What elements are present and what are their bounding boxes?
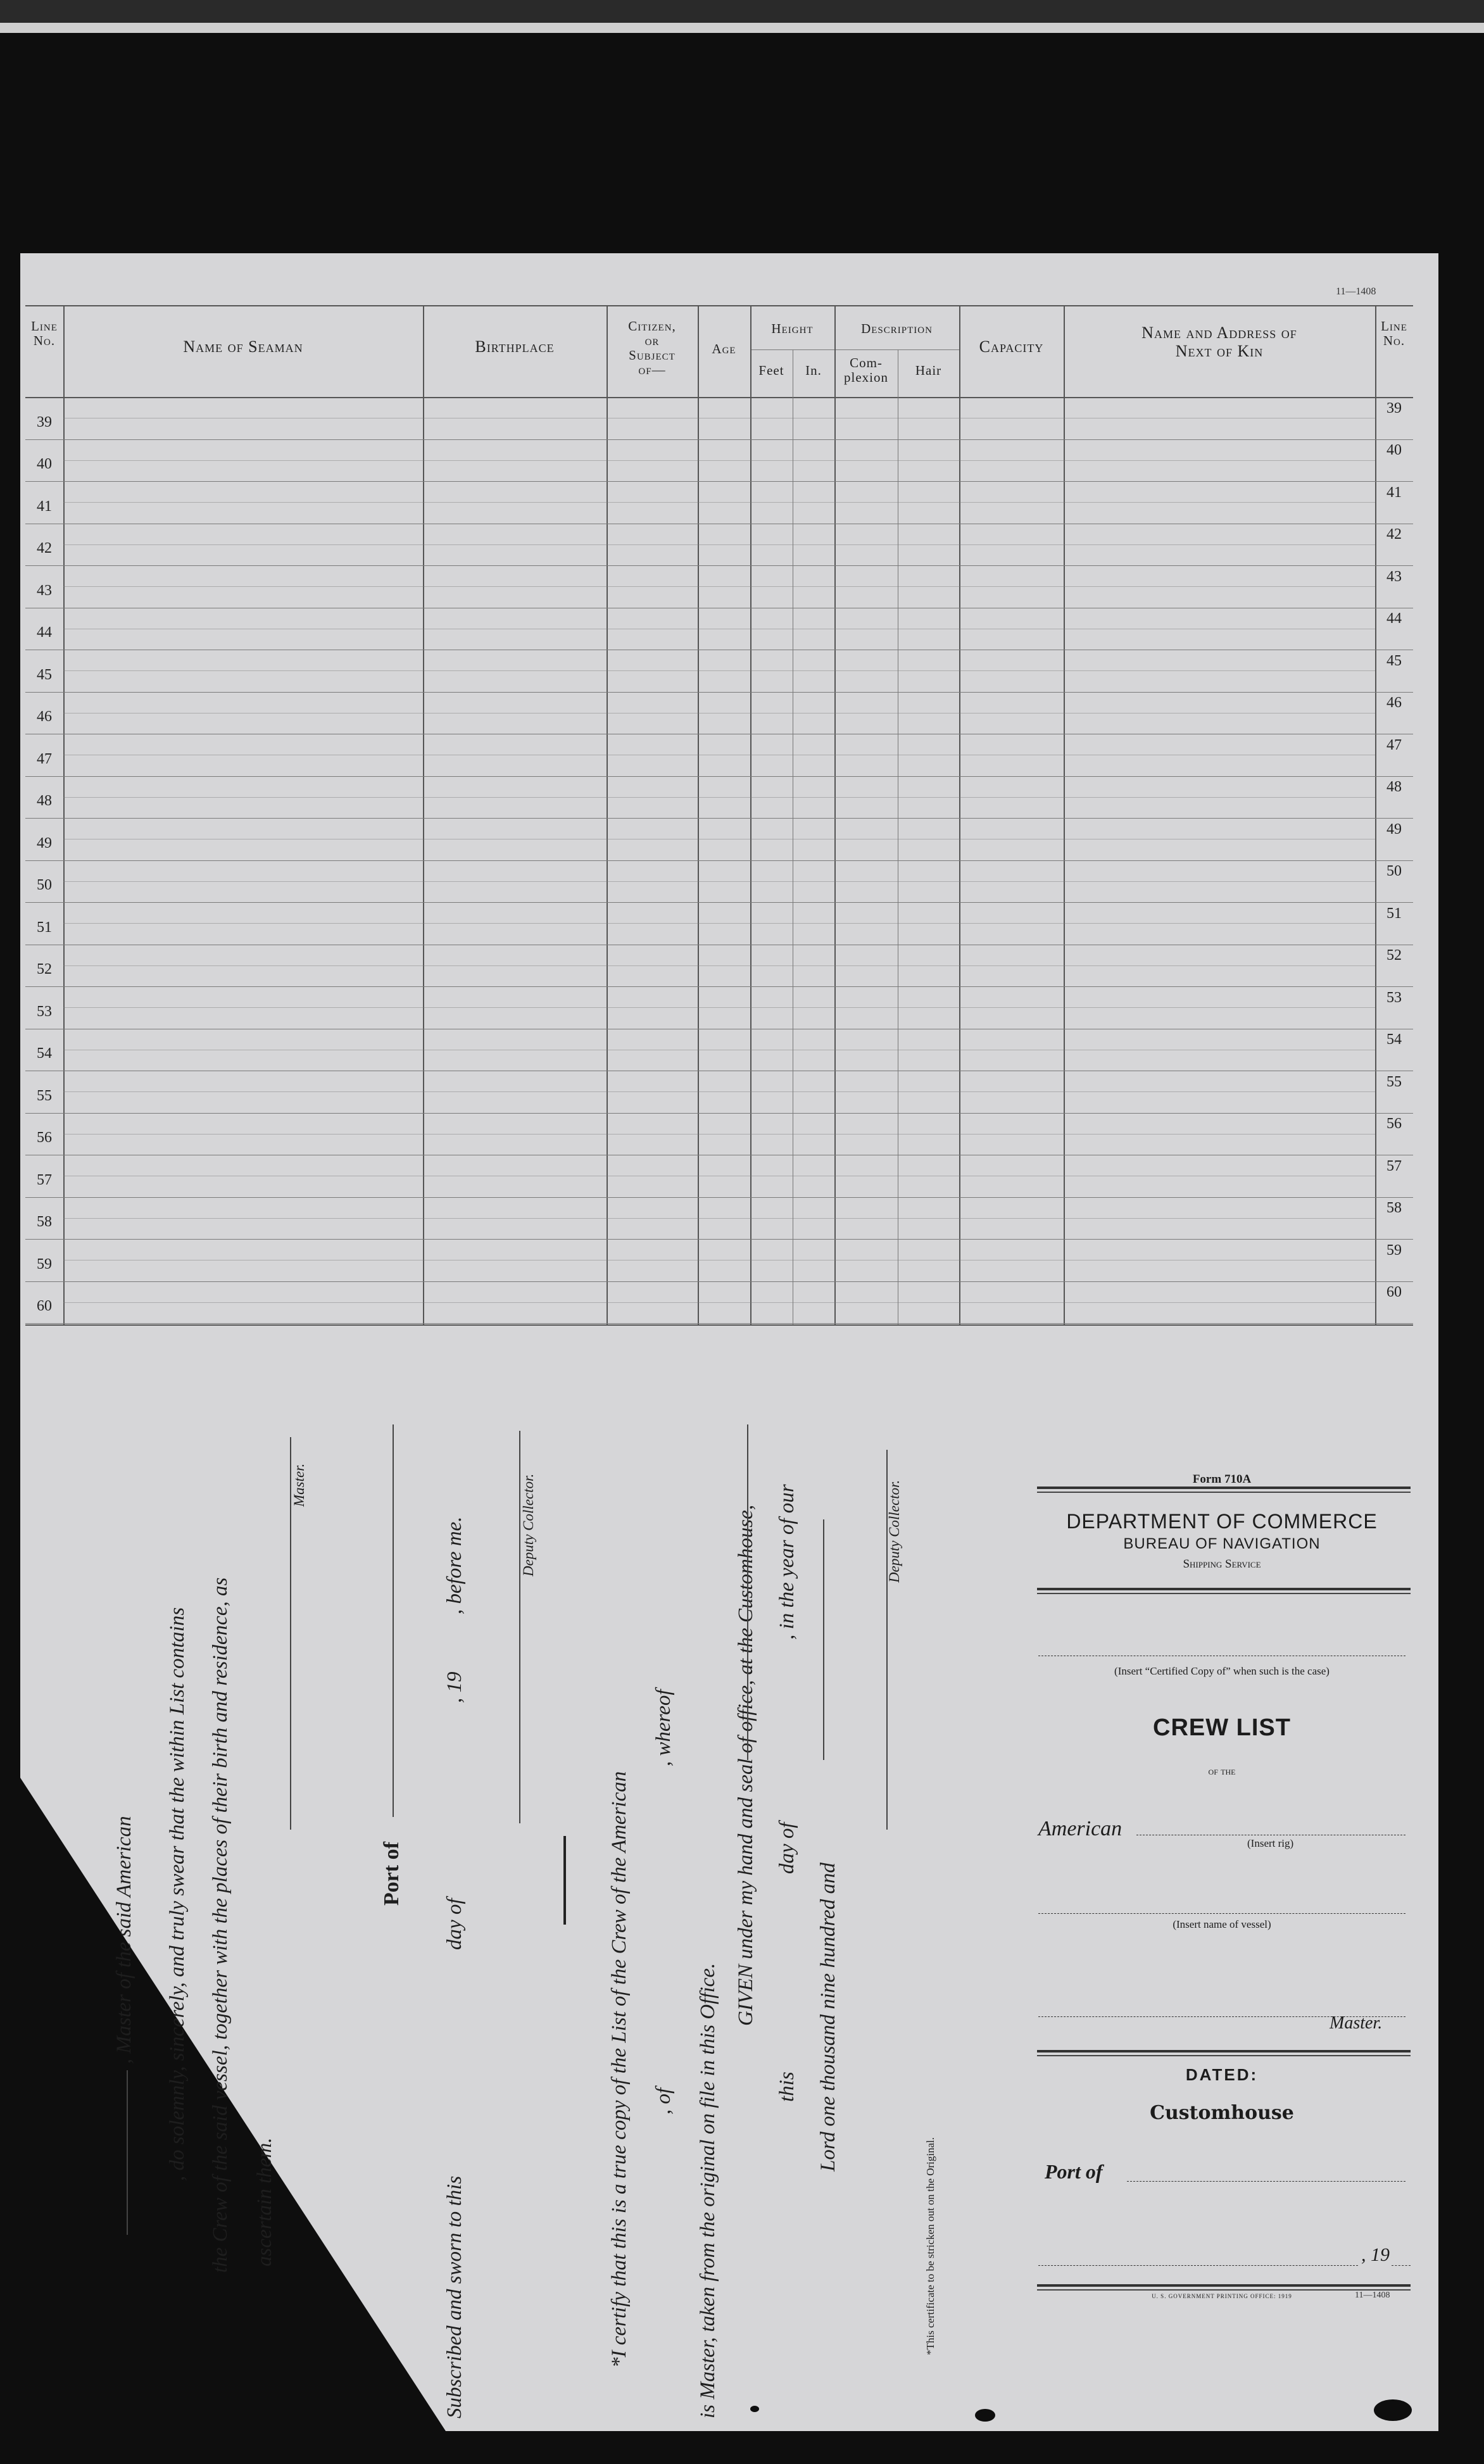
header-next-of-kin: Name and Address of Next of Kin <box>1141 324 1297 360</box>
line-number-right: 43 <box>1387 568 1402 585</box>
line-number-right: 53 <box>1387 989 1402 1006</box>
line-number-left: 56 <box>37 1129 52 1146</box>
form-label: Form 710A <box>1192 1473 1252 1486</box>
printing-office: U. S. GOVERNMENT PRINTING OFFICE: 1919 <box>1152 2293 1292 2299</box>
of-the-label: of the <box>1208 1765 1236 1777</box>
port-fill-line <box>393 1424 394 1817</box>
header-line-no-left: Line No. <box>31 318 58 349</box>
line-number-right: 50 <box>1387 863 1402 879</box>
form-number-top: 11—1408 <box>1336 286 1376 297</box>
row-half-divider <box>63 965 1375 966</box>
height-description-divider <box>750 349 959 350</box>
line-number-left: 57 <box>37 1171 52 1188</box>
cert-line-4: GIVEN under my hand and seal of office, at the Customhouse, <box>734 1504 757 2026</box>
line-number-right: 46 <box>1387 695 1402 711</box>
row-half-divider <box>63 881 1375 882</box>
dated-label: DATED: <box>1185 2065 1259 2084</box>
col-line <box>423 305 424 1324</box>
cover-rule <box>1037 1487 1411 1489</box>
header-line-no-right: Line No. <box>1381 318 1407 349</box>
line-number-right: 41 <box>1387 484 1402 501</box>
line-number-right: 39 <box>1387 399 1402 417</box>
crew-list-title: CREW LIST <box>1153 1714 1291 1741</box>
row-divider <box>25 565 1413 566</box>
cert-this: this <box>776 2071 798 2102</box>
row-half-divider <box>63 923 1375 924</box>
line-number-left: 59 <box>37 1255 52 1273</box>
bureau-title: BUREAU OF NAVIGATION <box>1123 1535 1321 1552</box>
department-title: DEPARTMENT OF COMMERCE <box>1066 1510 1378 1533</box>
crew-table <box>25 305 1413 1324</box>
line-number-right: 42 <box>1387 526 1402 543</box>
port-line <box>1127 2181 1405 2182</box>
col-line <box>834 305 836 1324</box>
row-half-divider <box>63 502 1375 503</box>
oath-nineteen: , 19 <box>443 1671 466 1703</box>
shipping-service: Shipping Service <box>1183 1557 1261 1571</box>
oath-line-1: , Master of the said American <box>113 1816 135 2064</box>
ink-blot <box>750 2406 759 2412</box>
oath-day-of: day of <box>443 1898 466 1950</box>
cert-footnote: *This certificate to be stricken out on the Original. <box>924 2137 936 2355</box>
fill-line <box>127 2070 128 2235</box>
line-number-right: 57 <box>1387 1157 1402 1174</box>
header-hair: Hair <box>915 363 942 378</box>
header-bottom-border <box>25 397 1413 398</box>
col-line <box>959 305 960 1324</box>
row-divider <box>25 481 1413 482</box>
line-number-left: 52 <box>37 961 52 977</box>
row-divider <box>25 1113 1413 1114</box>
ink-blot <box>1374 2399 1412 2421</box>
insert-vessel-note: (Insert name of vessel) <box>1173 1918 1271 1930</box>
line-number-left: 47 <box>37 750 52 767</box>
line-number-right: 59 <box>1387 1241 1402 1259</box>
line-number-right: 60 <box>1387 1284 1402 1300</box>
date-line <box>1038 2265 1358 2266</box>
cert-line-3: is Master, taken from the original on file in this Office. <box>696 1963 719 2418</box>
col-line <box>63 305 65 1324</box>
line-number-right: 47 <box>1387 736 1402 753</box>
row-divider <box>25 818 1413 819</box>
cert-of: , of <box>652 2087 675 2115</box>
oath-master-label: Master. <box>291 1463 307 1507</box>
year-line <box>1392 2265 1411 2266</box>
cert-lord: Lord one thousand nine hundred and <box>817 1863 839 2172</box>
line-number-right: 58 <box>1387 1200 1402 1216</box>
line-number-right: 45 <box>1387 652 1402 669</box>
row-divider <box>25 902 1413 903</box>
row-divider <box>25 986 1413 987</box>
line-number-right: 56 <box>1387 1116 1402 1132</box>
line-number-left: 60 <box>37 1298 52 1314</box>
line-number-right: 49 <box>1387 820 1402 838</box>
cert-line-1: *I certify that this is a true copy of the List of the Crew of the American <box>608 1771 631 2368</box>
header-name-of-seaman: Name of Seaman <box>183 337 303 356</box>
line-number-left: 58 <box>37 1214 52 1230</box>
oath-port-of: Port of <box>380 1841 403 1906</box>
row-divider <box>25 1239 1413 1240</box>
vessel-line <box>1038 1913 1405 1914</box>
header-citizen: Citizen, or Subject of— <box>628 318 676 378</box>
line-number-left: 50 <box>37 877 52 893</box>
cert-whereof: , whereof <box>652 1689 675 1766</box>
separator-mark <box>563 1836 566 1925</box>
scan-top-band <box>0 0 1484 23</box>
row-half-divider <box>63 586 1375 587</box>
cover-rule <box>1037 2284 1411 2287</box>
insert-certified-note: (Insert “Certified Copy of” when such is the case) <box>1114 1665 1330 1677</box>
line-number-left: 40 <box>37 456 52 472</box>
oath-deputy-collector: Deputy Collector. <box>520 1473 536 1576</box>
customhouse-label: Customhouse <box>1150 2102 1294 2124</box>
row-half-divider <box>63 1134 1375 1135</box>
line-number-left: 54 <box>37 1045 52 1062</box>
oath-subscribed: Subscribed and sworn to this <box>443 2175 466 2418</box>
row-half-divider <box>63 797 1375 798</box>
year-label: , 19 <box>1361 2244 1390 2265</box>
row-half-divider <box>63 1302 1375 1303</box>
col-line <box>698 305 699 1324</box>
row-divider <box>25 439 1413 440</box>
row-divider <box>25 692 1413 693</box>
row-divider <box>25 860 1413 861</box>
row-half-divider <box>63 670 1375 671</box>
cover-rule <box>1037 2050 1411 2052</box>
col-line <box>607 305 608 1324</box>
line-number-right: 52 <box>1387 947 1402 964</box>
fill-line <box>747 1424 748 1760</box>
line-number-left: 41 <box>37 498 52 515</box>
line-number-left: 42 <box>37 540 52 556</box>
scan-edge-line <box>0 23 1484 33</box>
col-line <box>1064 305 1065 1324</box>
line-number-right: 55 <box>1387 1073 1402 1090</box>
master-label: Master. <box>1330 2013 1383 2033</box>
port-of-label: Port of <box>1045 2160 1103 2183</box>
cert-deputy-collector: Deputy Collector. <box>886 1480 902 1583</box>
oath-line-3: the Crew of the said vessel, together with the places of their birth and residence, as <box>209 1577 232 2273</box>
header-birthplace: Birthplace <box>475 337 555 356</box>
row-half-divider <box>63 544 1375 545</box>
table-top-border <box>25 305 1413 306</box>
line-number-right: 40 <box>1387 442 1402 458</box>
header-feet: Feet <box>758 363 784 378</box>
line-number-left: 51 <box>37 919 52 936</box>
row-divider <box>25 1197 1413 1198</box>
cover-rule <box>1037 2055 1411 2056</box>
form-number-bottom: 11—1408 <box>1355 2291 1390 2300</box>
line-number-right: 54 <box>1387 1031 1402 1048</box>
table-bottom-border <box>25 1324 1413 1326</box>
line-number-right: 48 <box>1387 779 1402 795</box>
line-number-left: 55 <box>37 1087 52 1104</box>
header-height: Height <box>771 321 814 336</box>
col-line <box>750 305 751 1324</box>
cert-day-of: day of <box>776 1822 798 1874</box>
line-number-left: 39 <box>37 413 52 431</box>
line-number-left: 46 <box>37 708 52 725</box>
cover-rule <box>1037 1588 1411 1590</box>
cover-rule <box>1037 1492 1411 1493</box>
row-half-divider <box>63 1218 1375 1219</box>
line-number-left: 48 <box>37 793 52 809</box>
oath-line-2: , do solemnly, sincerely, and truly swear that the within List contains <box>166 1607 189 2181</box>
line-number-right: 51 <box>1387 905 1402 922</box>
line-number-left: 44 <box>37 624 52 641</box>
american-label: American <box>1038 1817 1122 1840</box>
row-half-divider <box>63 1091 1375 1092</box>
cert-in-the-year: , in the year of our <box>776 1484 798 1640</box>
cover-rule <box>1037 1593 1411 1594</box>
header-capacity: Capacity <box>979 337 1044 356</box>
oath-before-me: , before me. <box>443 1516 466 1614</box>
header-age: Age <box>712 341 736 356</box>
line-number-left: 45 <box>37 666 52 683</box>
fill-line <box>823 1519 824 1760</box>
line-number-right: 44 <box>1387 610 1402 627</box>
ink-blot <box>975 2409 995 2422</box>
line-number-left: 49 <box>37 834 52 852</box>
line-number-left: 53 <box>37 1003 52 1020</box>
insert-rig-note: (Insert rig) <box>1247 1837 1294 1849</box>
row-half-divider <box>63 460 1375 461</box>
row-divider <box>25 1281 1413 1282</box>
cover-panel <box>1032 1462 1412 2311</box>
header-description: Description <box>861 321 933 336</box>
line-number-left: 43 <box>37 582 52 599</box>
row-half-divider <box>63 1007 1375 1008</box>
header-complexion: Com- plexion <box>844 355 888 386</box>
row-divider <box>25 1323 1413 1324</box>
header-inches: In. <box>805 363 822 378</box>
oath-line-4: ascertain them. <box>253 2137 276 2266</box>
row-divider <box>25 776 1413 777</box>
